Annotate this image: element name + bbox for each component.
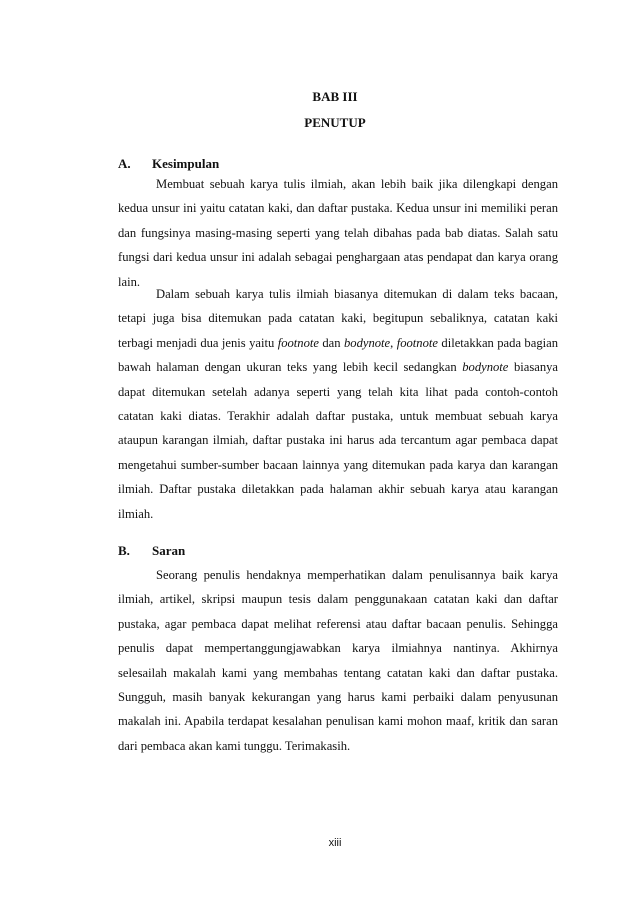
section-b-letter: B.: [118, 543, 130, 558]
section-a-heading: [118, 156, 219, 172]
conclusion-paragraph-2: [118, 282, 558, 526]
paragraph-text: Dalam sebuah karya tulis ilmiah biasanya ditemukan di dalam teks bacaan, tetapi juga bisa ditemukan pada catatan kaki, begitupun sebaliknya, catatan kaki terbagi menjadi dua jenis yaitu: [118, 287, 558, 350]
paragraph-text: biasanya dapat ditemukan setelah adanya seperti yang telah kita lihat pada contoh-contoh catatan kaki diatas. Terakhir adalah daftar pustaka, untuk membuat sebuah karya ataupun karangan ilmiah, daftar pustaka ini harus ada tercantum agar pembaca dapat mengetahui sumber-sumber bacaan lainnya yang ditemukan pada karya dan karangan ilmiah. Daftar pustaka diletakkan pada halaman akhir sebuah karya atau karangan ilmiah.: [118, 360, 558, 521]
chapter-title: PENUTUP: [304, 115, 366, 130]
paragraph-text: diletakkan pada bagian bawah halaman dengan ukuran teks yang lebih kecil sedangkan: [118, 335, 559, 375]
term-footnote: footnote: [396, 335, 438, 350]
paragraph-text: dan: [318, 335, 344, 350]
suggestion-paragraph: Seorang penulis hendaknya memperhatikan dalam penulisannya baik karya ilmiah, artikel, skripsi maupun tesis dalam penggunakaan catatan kaki dan daftar pustaka, agar pembaca dapat melihat referensi atau daftar bacaan penulis. Sehingga penulis dapat mempertanggungjawabkan karya ilmiahnya nantinya. Akhirnya selesailah makalah kami yang membahas tentang catatan kaki dan daftar pustaka. Sungguh, masih banyak kekurangan yang harus kami perbaiki dalam penyusunan makalah ini. Apabila terdapat kesalahan penulisan kami mohon maaf, kritik dan saran dari pembaca akan kami tunggu. Terimakasih.: [118, 568, 558, 753]
section-a-title: Kesimpulan: [152, 156, 220, 171]
section-b-heading: [118, 543, 185, 559]
section-a-letter: A.: [118, 156, 131, 171]
chapter-number: BAB III: [312, 89, 358, 104]
section-b-title: Saran: [152, 543, 186, 558]
term-bodynote: bodynote: [343, 335, 391, 350]
conclusion-paragraph-1: Membuat sebuah karya tulis ilmiah, akan lebih baik jika dilengkapi dengan kedua unsur ini yaitu catatan kaki, dan daftar pustaka. Kedua unsur ini memiliki peran dan fungsinya masing-masing seperti yang telah dibahas pada bab diatas. Salah satu fungsi dari kedua unsur ini adalah sebagai penghargaan atas pendapat dan karya orang lain.: [118, 177, 558, 289]
paragraph-text: ,: [390, 335, 397, 350]
term-bodynote: bodynote: [462, 360, 509, 375]
page-number: xiii: [328, 837, 342, 849]
term-footnote: footnote: [277, 335, 319, 350]
